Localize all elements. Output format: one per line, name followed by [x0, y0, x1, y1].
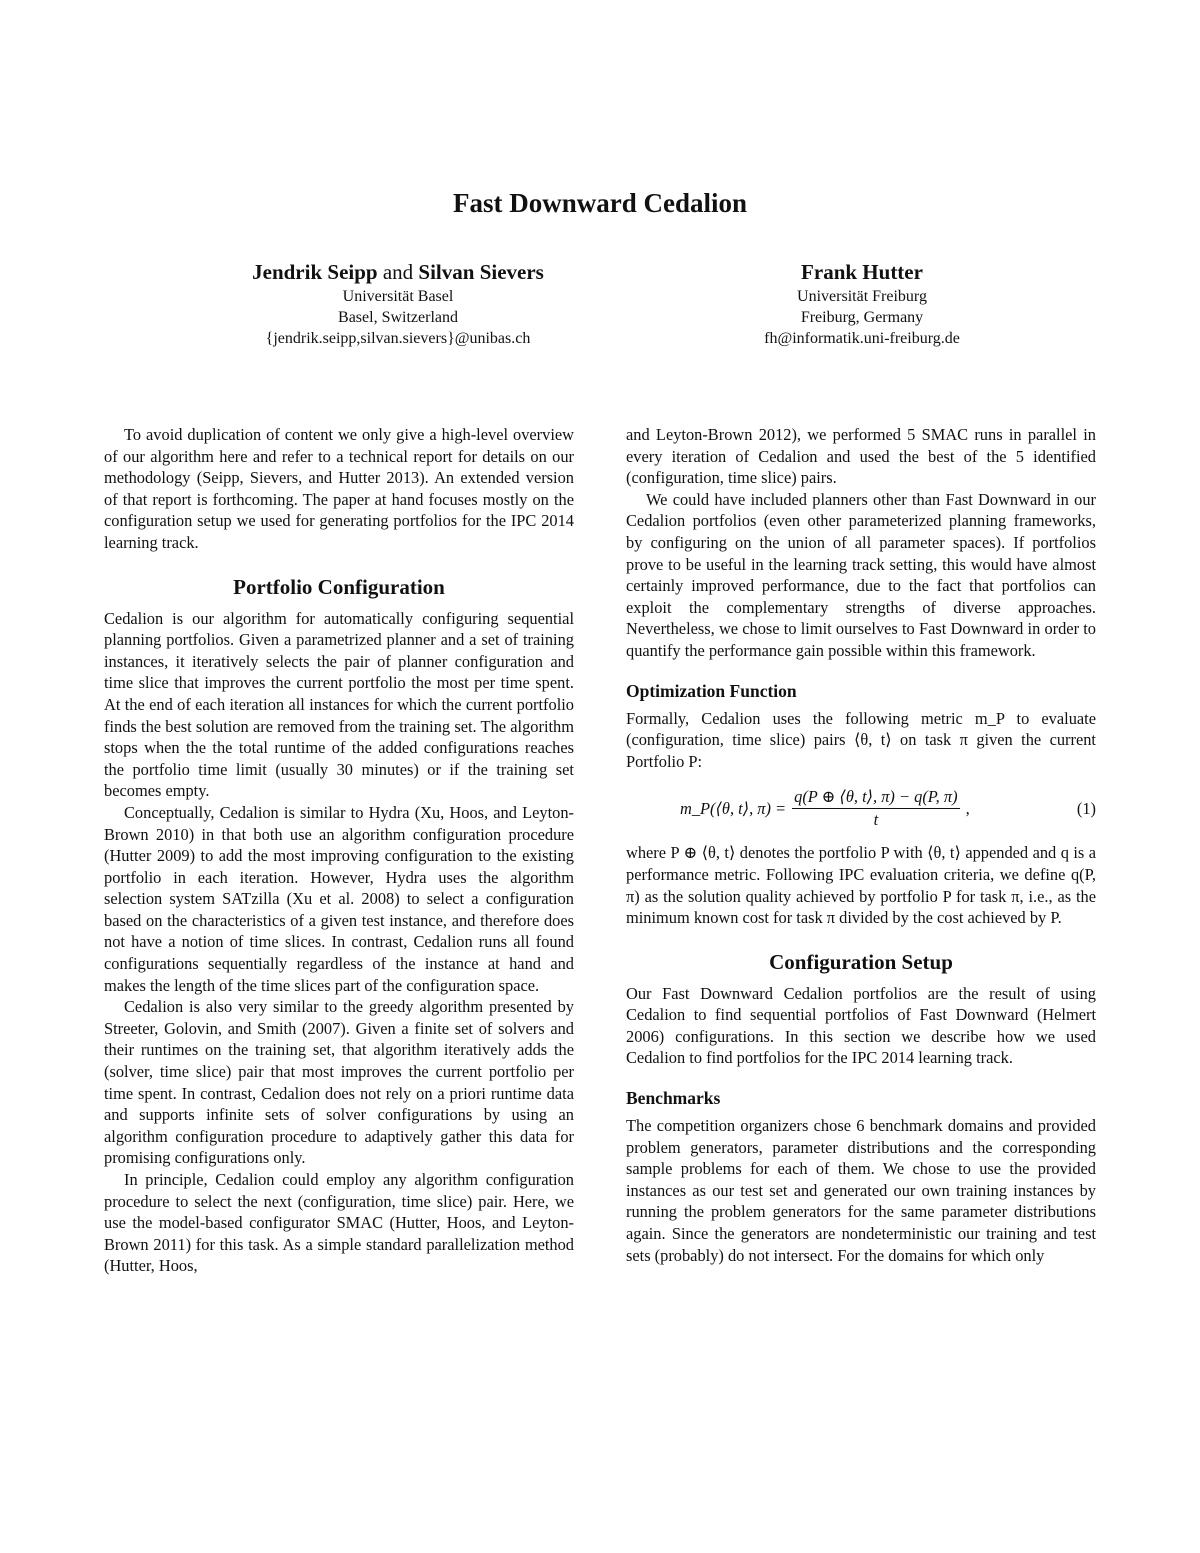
subsection-heading-benchmarks: Benchmarks: [626, 1088, 721, 1109]
author-affiliation: Universität Freiburg: [797, 288, 927, 305]
section-heading-setup: Configuration Setup: [769, 949, 953, 974]
author-email: {jendrik.seipp,silvan.sievers}@unibas.ch: [265, 330, 531, 347]
paragraph: Formally, Cedalion uses the following metric m_P to evaluate (configuration, time slice) pairs ⟨θ, t⟩ on task π given the current Portfolio P:: [626, 708, 1096, 771]
author-name: Frank Hutter: [801, 260, 923, 284]
equation-numerator: q(P ⊕ ⟨θ, t⟩, π) − q(P, π): [792, 786, 959, 809]
author-block-left: [158, 258, 638, 349]
paragraph: Cedalion is our algorithm for automatically configuring sequential planning portfolios. Given a parametrized planner and a set of training instances, it iteratively selects the pair of planner configuration and time slice that improves the current portfolio the most per time spent. At the end of each iteration all instances for which the current portfolio finds the best solution are removed from the training set. The algorithm stops when the the total runtime of the added configurations reaches the portfolio time limit (usually 30 minutes) or if the training set becomes empty.: [104, 608, 574, 801]
author-name: Silvan Sievers: [418, 260, 544, 284]
paragraph: In principle, Cedalion could employ any algorithm configuration procedure to select the next (configuration, time slice) pair. Here, we use the model-based configurator SMAC (Hutter, Hoos, and Leyton-Brown 2011) for this task. As a simple standard parallelization method (Hutter, Hoos,: [104, 1170, 574, 1276]
left-column: [104, 424, 574, 1277]
author-email: fh@informatik.uni-freiburg.de: [764, 330, 960, 347]
right-column: [626, 424, 1096, 1266]
equation-1: [626, 786, 1096, 830]
intro-paragraph: To avoid duplication of content we only give a high-level overview of our algorithm here and refer to a technical report for details on our methodology (Seipp, Sievers, and Hutter 2013). An extended version of that report is forthcoming. The paper at hand focuses mostly on the configuration setup we used for generating portfolios for the IPC 2014 learning track.: [104, 425, 574, 552]
paragraph: The competition organizers chose 6 benchmark domains and provided problem generators, parameter distributions and the corresponding sample problems for each of them. We chose to use the provided instances as our test set and generated our own training instances by running the problem generators for the same parameter distributions again. Since the generators are nondeterministic our training and test sets (probably) do not intersect. For the domains for which only: [626, 1116, 1096, 1265]
paragraph: Our Fast Downward Cedalion portfolios are the result of using Cedalion to find sequential portfolios of Fast Downward (Helmert 2006) configurations. In this section we describe how we used Cedalion to find portfolios for the IPC 2014 learning track.: [626, 983, 1096, 1068]
author-location: Basel, Switzerland: [338, 309, 458, 326]
equation-denominator: t: [873, 809, 879, 829]
author-affiliation: Universität Basel: [342, 288, 454, 305]
subsection-heading-optimization: Optimization Function: [626, 680, 797, 701]
paragraph: Conceptually, Cedalion is similar to Hydra (Xu, Hoos, and Leyton-Brown 2010) in that both use an algorithm configuration procedure (Hutter 2009) to add the most improving configuration to the existing portfolio in each iteration. However, Hydra uses the algorithm selection system SATzilla (Xu et al. 2008) to select a configuration based on the characteristics of a given test instance, and therefore does not have a notion of time slices. In contrast, Cedalion runs all found configurations sequentially regardless of the instance at hand and makes the length of the time slices part of the configuration space.: [104, 802, 574, 995]
equation-number: (1): [1076, 798, 1096, 818]
section-heading-portfolio: Portfolio Configuration: [233, 574, 445, 599]
paragraph: and Leyton-Brown 2012), we performed 5 SMAC runs in parallel in every iteration of Cedalion and used the best of the 5 identified (configuration, time slice) pairs.: [626, 425, 1096, 488]
author-conjunction: and: [382, 260, 414, 284]
author-name: Jendrik Seipp: [252, 260, 378, 284]
paper-title: Fast Downward Cedalion: [452, 188, 748, 218]
paragraph: Cedalion is also very similar to the greedy algorithm presented by Streeter, Golovin, and Smith (2007). Given a finite set of solvers and their runtimes on the training set, that algorithm iteratively adds the (solver, time slice) pair that most improves the current portfolio per time spent. In contrast, Cedalion does not rely on a priori runtime data and supports infinite sets of solver configurations by using an algorithm configuration procedure to adaptively gather this data for promising configurations only.: [104, 997, 574, 1168]
paragraph: We could have included planners other than Fast Downward in our Cedalion portfolios (even other parameterized planning frameworks, by configuring on the union of all parameter spaces). If portfolios prove to be useful in the learning track setting, this would have almost certainly improved performance, due to the fact that portfolios can exploit the complementary strengths of diverse approaches. Nevertheless, we chose to limit ourselves to Fast Downward in order to quantify the performance gain possible within this framework.: [626, 489, 1096, 660]
author-names-left: [158, 258, 638, 286]
equation-comma: ,: [965, 798, 970, 818]
equation-lhs: m_P(⟨θ, t⟩, π) =: [680, 798, 787, 818]
equation-fraction: [792, 786, 959, 830]
author-block-right: [622, 258, 1102, 349]
author-location: Freiburg, Germany: [800, 309, 924, 326]
paragraph: where P ⊕ ⟨θ, t⟩ denotes the portfolio P with ⟨θ, t⟩ appended and q is a performance metric. Following IPC evaluation criteria, we define q(P, π) as the solution quality achieved by portfolio P for task π, i.e., as the minimum known cost for task π divided by the cost achieved by P.: [626, 843, 1096, 928]
